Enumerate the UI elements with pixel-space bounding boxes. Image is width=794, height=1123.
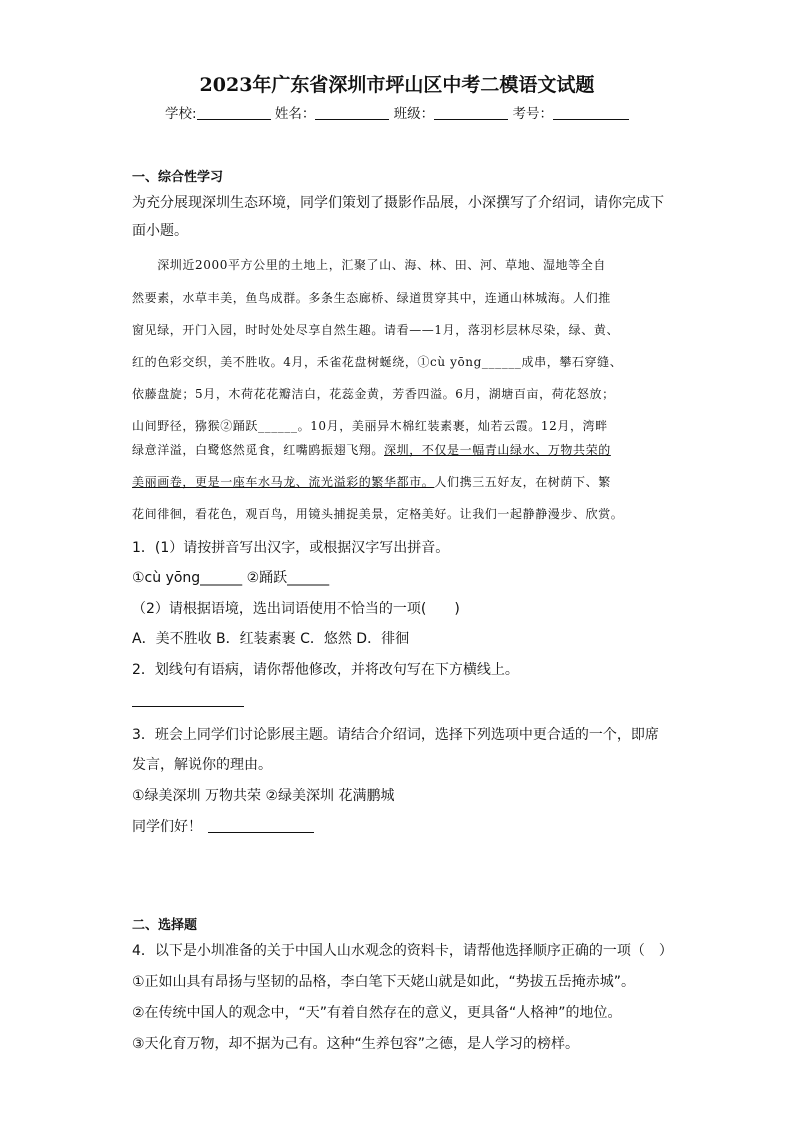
question-3-answer-row	[132, 816, 314, 836]
intro-line-2: 面小题。	[132, 223, 188, 239]
class-label: 班级：	[393, 106, 435, 122]
card-item-3: ③天化育万物，却不据为己有。这种“生养包容”之德，是人学习的榜样。	[132, 1036, 580, 1052]
school-label: 学校:	[165, 106, 197, 122]
passage-line: 花间徘徊，看花色，观百鸟，用镜头捕捉美景，定格美好。让我们一起静静漫步、欣赏。	[132, 507, 624, 521]
student-info-line	[0, 102, 794, 122]
passage-line: 红的色彩交织，美不胜收。4月，禾雀花盘树蜒绕，①cù yōng______成串，攀石穿缝、	[132, 355, 623, 369]
question-3-line-1: 3．班会上同学们讨论影展主题。请结合介绍词，选择下列选项中更合适的一个，即席	[132, 727, 659, 743]
document-title: 2023年广东省深圳市坪山区中考二模语文试题	[199, 74, 595, 96]
passage-line: 依藤盘旋；5月，木荷花花瓣洁白，花蕊金黄，芳香四溢。6月，湖塘百亩，荷花怒放；	[132, 387, 615, 401]
question-2: 2．划线句有语病，请你帮他修改，并将改句写在下方横线上。	[132, 662, 519, 678]
passage-line: 山间野径，猕猴②踊跃______。10月，美丽异木棉红装素裹，灿若云霞。12月，湾畔	[132, 419, 608, 433]
card-item-2: ②在传统中国人的观念中，“天”有着自然存在的意义，更具备“人格神”的地位。	[132, 1005, 622, 1021]
exam-number-label: 考号：	[512, 106, 553, 122]
class-blank[interactable]	[434, 105, 508, 120]
answer-line[interactable]	[132, 706, 244, 707]
question-3-line-2: 发言，解说你的理由。	[132, 757, 272, 773]
question-1-2: （2）请根据语境，选出词语使用不恰当的一项( )	[132, 601, 460, 617]
passage-line	[132, 441, 660, 458]
passage-line: 窗见绿，开门入园，时时处处尽享自然生趣。请看——1月，落羽杉层林尽染，绿、黄、	[132, 323, 620, 337]
passage-line: 深圳近2000平方公里的土地上，汇聚了山、海、林、田、河、草地、湿地等全自	[132, 258, 606, 272]
question-3-options: ①绿美深圳 万物共荣 ②绿美深圳 花满鹏城	[132, 788, 395, 804]
card-item-1: ①正如山具有昂扬与坚韧的品格，李白笔下天姥山就是如此，“势拔五岳掩赤城”。	[132, 974, 636, 990]
passage-line	[132, 473, 660, 490]
question-1-blanks: ①cù yōng______ ②踊跃______	[132, 570, 330, 586]
name-label: 姓名：	[274, 106, 316, 122]
underlined-sentence: 深圳，不仅是一幅青山绿水、万物共荣的	[384, 443, 611, 457]
underlined-sentence: 美丽画卷，更是一座车水马龙、流光溢彩的繁华都市。	[132, 475, 435, 489]
school-blank[interactable]	[197, 105, 271, 120]
section-heading-1: 一、综合性学习	[132, 170, 224, 185]
name-blank[interactable]	[315, 105, 389, 120]
section-heading-2: 二、选择题	[132, 918, 198, 933]
passage-text: 人们携三五好友，在树荫下、繁	[434, 475, 611, 489]
answer-blank[interactable]	[208, 818, 314, 833]
question-1-options: A．美不胜收 B．红装素裹 C．悠然 D．徘徊	[132, 631, 410, 647]
passage-text: 绿意洋溢，白鹭悠然觅食，红嘴鸥振翅飞翔。	[132, 443, 385, 457]
intro-line-1: 为充分展现深圳生态环境，同学们策划了摄影作品展，小深撰写了介绍词，请你完成下	[132, 195, 664, 211]
question-1: 1．(1）请按拼音写出汉字，或根据汉字写出拼音。	[132, 540, 450, 556]
greeting-text: 同学们好！	[132, 819, 202, 835]
passage-line: 然要素，水草丰美，鱼鸟成群。多条生态廊桥、绿道贯穿其中，连通山林城海。人们推	[132, 291, 611, 305]
exam-number-blank[interactable]	[553, 105, 629, 120]
question-4: 4．以下是小圳准备的关于中国人山水观念的资料卡，请帮他选择顺序正确的一项（ ）	[132, 943, 673, 959]
